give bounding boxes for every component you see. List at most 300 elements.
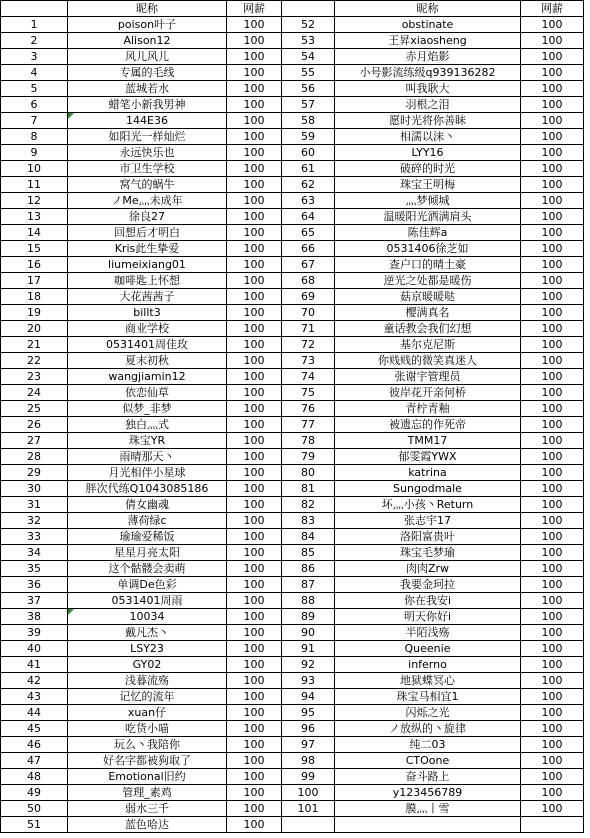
right-number-cell: 87 xyxy=(282,577,335,593)
table-row xyxy=(1,145,584,161)
left-salary-cell: 100 xyxy=(227,209,282,225)
right-number-cell: 90 xyxy=(282,625,335,641)
table-row xyxy=(1,577,584,593)
table-row xyxy=(1,641,584,657)
right-salary-cell: 100 xyxy=(521,513,584,529)
left-name-cell: 星星月亮太阳 xyxy=(68,545,227,561)
left-salary-cell: 100 xyxy=(227,289,282,305)
right-number-cell: 85 xyxy=(282,545,335,561)
header-salary-cell-right: 网薪 xyxy=(521,1,584,17)
right-number-cell: 100 xyxy=(282,785,335,801)
table-row xyxy=(1,321,584,337)
left-salary-cell: 100 xyxy=(227,241,282,257)
left-number-cell: 34 xyxy=(1,545,68,561)
left-salary-cell: 100 xyxy=(227,129,282,145)
right-salary-cell: 100 xyxy=(521,81,584,97)
left-number-cell: 14 xyxy=(1,225,68,241)
left-salary-cell: 100 xyxy=(227,657,282,673)
right-number-cell: 63 xyxy=(282,193,335,209)
left-name-cell: liumeixiang01 xyxy=(68,257,227,273)
left-salary-cell: 100 xyxy=(227,369,282,385)
table-row xyxy=(1,497,584,513)
header-salary-cell: 网薪 xyxy=(227,1,282,17)
right-salary-cell: 100 xyxy=(521,385,584,401)
right-salary-cell: 100 xyxy=(521,545,584,561)
right-name-cell: 彼岸花开亲何桥 xyxy=(335,385,521,401)
right-name-cell: 羽根之泪 xyxy=(335,97,521,113)
table-row xyxy=(1,17,584,33)
right-name-cell: 被遗忘的作死帝 xyxy=(335,417,521,433)
left-number-cell: 40 xyxy=(1,641,68,657)
left-salary-cell: 100 xyxy=(227,177,282,193)
left-number-cell: 21 xyxy=(1,337,68,353)
left-name-cell: 倩女幽魂 xyxy=(68,497,227,513)
right-number-cell: 56 xyxy=(282,81,335,97)
left-name-cell: 蓝城若水 xyxy=(68,81,227,97)
left-name-cell: 吃货小喵 xyxy=(68,721,227,737)
left-salary-cell: 100 xyxy=(227,513,282,529)
right-salary-cell: 100 xyxy=(521,641,584,657)
left-name-cell: 如阳光一样灿烂 xyxy=(68,129,227,145)
right-salary-cell: 100 xyxy=(521,497,584,513)
left-name-cell: 蜡笔小新我男神 xyxy=(68,97,227,113)
left-name-cell: 0531401周雨 xyxy=(68,593,227,609)
right-number-cell xyxy=(282,817,335,833)
right-number-cell: 82 xyxy=(282,497,335,513)
left-number-cell: 33 xyxy=(1,529,68,545)
left-name-cell: 月光相伴小星球 xyxy=(68,465,227,481)
right-name-cell: 赤月焰影 xyxy=(335,49,521,65)
right-number-cell: 58 xyxy=(282,113,335,129)
right-number-cell: 54 xyxy=(282,49,335,65)
right-name-cell: 明天你好i xyxy=(335,609,521,625)
table-row xyxy=(1,97,584,113)
header-name-cell-right: 昵称 xyxy=(335,1,521,17)
right-salary-cell: 100 xyxy=(521,417,584,433)
right-name-cell: 我要金珂拉 xyxy=(335,577,521,593)
table-row xyxy=(1,289,584,305)
left-salary-cell: 100 xyxy=(227,385,282,401)
right-name-cell: 愿时光将你善眛 xyxy=(335,113,521,129)
right-number-cell: 83 xyxy=(282,513,335,529)
right-salary-cell: 100 xyxy=(521,481,584,497)
left-number-cell: 13 xyxy=(1,209,68,225)
right-salary-cell: 100 xyxy=(521,241,584,257)
right-number-cell: 84 xyxy=(282,529,335,545)
header-number-cell-right xyxy=(282,1,335,17)
table-row xyxy=(1,785,584,801)
left-name-cell: 144E36 xyxy=(68,113,227,129)
right-number-cell: 78 xyxy=(282,433,335,449)
left-number-cell: 41 xyxy=(1,657,68,673)
left-name-cell: GY02 xyxy=(68,657,227,673)
left-number-cell: 15 xyxy=(1,241,68,257)
right-salary-cell: 100 xyxy=(521,337,584,353)
left-name-cell: 单调De色彩 xyxy=(68,577,227,593)
right-salary-cell: 100 xyxy=(521,785,584,801)
left-number-cell: 25 xyxy=(1,401,68,417)
right-number-cell: 86 xyxy=(282,561,335,577)
left-salary-cell: 100 xyxy=(227,225,282,241)
right-number-cell: 91 xyxy=(282,641,335,657)
left-number-cell: 45 xyxy=(1,721,68,737)
right-salary-cell: 100 xyxy=(521,609,584,625)
left-salary-cell: 100 xyxy=(227,449,282,465)
right-name-cell: 童话教会我们幻想 xyxy=(335,321,521,337)
right-salary-cell: 100 xyxy=(521,673,584,689)
left-name-cell: 这个骷髅会卖萌 xyxy=(68,561,227,577)
table-row xyxy=(1,401,584,417)
right-name-cell: 小号影流练级q939136282 xyxy=(335,65,521,81)
right-name-cell: Queenie xyxy=(335,641,521,657)
table-row xyxy=(1,257,584,273)
left-name-cell: 瑜瑜爱稀饭 xyxy=(68,529,227,545)
right-number-cell: 70 xyxy=(282,305,335,321)
left-name-cell: poison叶子 xyxy=(68,17,227,33)
left-name-cell: 记忆的流年 xyxy=(68,689,227,705)
table-row xyxy=(1,721,584,737)
left-name-cell: Alison12 xyxy=(68,33,227,49)
table-row xyxy=(1,353,584,369)
right-number-cell: 67 xyxy=(282,257,335,273)
right-number-cell: 80 xyxy=(282,465,335,481)
left-name-cell: 0531401周佳玫 xyxy=(68,337,227,353)
table-row xyxy=(1,369,584,385)
left-salary-cell: 100 xyxy=(227,577,282,593)
right-name-cell: 地狱蝶冥心 xyxy=(335,673,521,689)
right-salary-cell: 100 xyxy=(521,321,584,337)
table-row xyxy=(1,801,584,817)
right-name-cell: 坏灬小孩丶Return xyxy=(335,497,521,513)
right-number-cell: 68 xyxy=(282,273,335,289)
right-number-cell: 60 xyxy=(282,145,335,161)
left-number-cell: 31 xyxy=(1,497,68,513)
left-salary-cell: 100 xyxy=(227,433,282,449)
left-name-cell: 回想后才明白 xyxy=(68,225,227,241)
left-salary-cell: 100 xyxy=(227,673,282,689)
right-number-cell: 81 xyxy=(282,481,335,497)
left-name-cell: 雨晴那天丶 xyxy=(68,449,227,465)
right-number-cell: 94 xyxy=(282,689,335,705)
left-number-cell: 16 xyxy=(1,257,68,273)
right-name-cell xyxy=(335,817,521,833)
right-salary-cell: 100 xyxy=(521,433,584,449)
right-number-cell: 57 xyxy=(282,97,335,113)
left-name-cell: billt3 xyxy=(68,305,227,321)
left-salary-cell: 100 xyxy=(227,593,282,609)
left-salary-cell: 100 xyxy=(227,257,282,273)
left-number-cell: 30 xyxy=(1,481,68,497)
left-salary-cell: 100 xyxy=(227,113,282,129)
left-salary-cell: 100 xyxy=(227,641,282,657)
right-salary-cell: 100 xyxy=(521,577,584,593)
left-name-cell: 弱水三千 xyxy=(68,801,227,817)
table-row xyxy=(1,593,584,609)
left-number-cell: 4 xyxy=(1,65,68,81)
right-salary-cell: 100 xyxy=(521,353,584,369)
right-number-cell: 65 xyxy=(282,225,335,241)
left-name-cell: 咖啡匙上怀想 xyxy=(68,273,227,289)
right-name-cell: 青柠青釉 xyxy=(335,401,521,417)
right-number-cell: 55 xyxy=(282,65,335,81)
left-number-cell: 29 xyxy=(1,465,68,481)
right-salary-cell: 100 xyxy=(521,369,584,385)
right-name-cell: 膜灬丨雪 xyxy=(335,801,521,817)
table-row xyxy=(1,705,584,721)
left-salary-cell: 100 xyxy=(227,337,282,353)
header-number-cell xyxy=(1,1,68,17)
right-salary-cell: 100 xyxy=(521,177,584,193)
left-number-cell: 24 xyxy=(1,385,68,401)
left-number-cell: 19 xyxy=(1,305,68,321)
left-salary-cell: 100 xyxy=(227,97,282,113)
left-salary-cell: 100 xyxy=(227,81,282,97)
left-number-cell: 12 xyxy=(1,193,68,209)
right-number-cell: 61 xyxy=(282,161,335,177)
right-salary-cell: 100 xyxy=(521,449,584,465)
right-number-cell: 98 xyxy=(282,753,335,769)
left-salary-cell: 100 xyxy=(227,17,282,33)
table-row xyxy=(1,561,584,577)
right-salary-cell: 100 xyxy=(521,129,584,145)
table-row xyxy=(1,273,584,289)
left-number-cell: 27 xyxy=(1,433,68,449)
left-number-cell: 3 xyxy=(1,49,68,65)
left-name-cell: 大花茜茜子 xyxy=(68,289,227,305)
right-name-cell: 王昇xiaosheng xyxy=(335,33,521,49)
left-salary-cell: 100 xyxy=(227,49,282,65)
right-salary-cell: 100 xyxy=(521,561,584,577)
right-number-cell: 92 xyxy=(282,657,335,673)
right-number-cell: 62 xyxy=(282,177,335,193)
table-row xyxy=(1,417,584,433)
left-number-cell: 48 xyxy=(1,769,68,785)
right-salary-cell: 100 xyxy=(521,65,584,81)
right-name-cell: ノ放纵的丶旋律 xyxy=(335,721,521,737)
left-number-cell: 49 xyxy=(1,785,68,801)
left-number-cell: 46 xyxy=(1,737,68,753)
left-salary-cell: 100 xyxy=(227,481,282,497)
left-number-cell: 42 xyxy=(1,673,68,689)
table-row xyxy=(1,609,584,625)
left-name-cell: 徐良27 xyxy=(68,209,227,225)
table-row xyxy=(1,689,584,705)
right-salary-cell: 100 xyxy=(521,657,584,673)
left-number-cell: 51 xyxy=(1,817,68,833)
right-salary-cell: 100 xyxy=(521,257,584,273)
right-number-cell: 89 xyxy=(282,609,335,625)
right-name-cell: obstinate xyxy=(335,17,521,33)
left-number-cell: 17 xyxy=(1,273,68,289)
left-name-cell: 似梦_非梦 xyxy=(68,401,227,417)
left-salary-cell: 100 xyxy=(227,273,282,289)
left-name-cell: 独白灬式 xyxy=(68,417,227,433)
right-number-cell: 97 xyxy=(282,737,335,753)
right-name-cell: 张志宇17 xyxy=(335,513,521,529)
right-salary-cell: 100 xyxy=(521,145,584,161)
left-salary-cell: 100 xyxy=(227,721,282,737)
left-number-cell: 23 xyxy=(1,369,68,385)
table-row xyxy=(1,65,584,81)
right-name-cell: 珠宝毛梦瑜 xyxy=(335,545,521,561)
table-row xyxy=(1,657,584,673)
left-salary-cell: 100 xyxy=(227,161,282,177)
right-salary-cell: 100 xyxy=(521,49,584,65)
right-salary-cell: 100 xyxy=(521,17,584,33)
right-number-cell: 64 xyxy=(282,209,335,225)
right-number-cell: 69 xyxy=(282,289,335,305)
left-number-cell: 26 xyxy=(1,417,68,433)
right-name-cell: 奋斗路上 xyxy=(335,769,521,785)
left-number-cell: 18 xyxy=(1,289,68,305)
left-number-cell: 2 xyxy=(1,33,68,49)
table-row xyxy=(1,305,584,321)
right-name-cell: 相濡以沫丶 xyxy=(335,129,521,145)
left-name-cell: 蓝色哈达 xyxy=(68,817,227,833)
right-salary-cell: 100 xyxy=(521,161,584,177)
right-name-cell: 樱满真名 xyxy=(335,305,521,321)
right-name-cell: 珠宝王明梅 xyxy=(335,177,521,193)
left-salary-cell: 100 xyxy=(227,193,282,209)
left-salary-cell: 100 xyxy=(227,33,282,49)
left-salary-cell: 100 xyxy=(227,609,282,625)
left-salary-cell: 100 xyxy=(227,769,282,785)
left-name-cell: 10034 xyxy=(68,609,227,625)
right-name-cell: TMM17 xyxy=(335,433,521,449)
left-salary-cell: 100 xyxy=(227,321,282,337)
right-number-cell: 76 xyxy=(282,401,335,417)
table-row xyxy=(1,33,584,49)
left-name-cell: Kris此生挚爱 xyxy=(68,241,227,257)
right-number-cell: 77 xyxy=(282,417,335,433)
left-name-cell: Emotional旧约 xyxy=(68,769,227,785)
right-number-cell: 93 xyxy=(282,673,335,689)
right-name-cell: LYY16 xyxy=(335,145,521,161)
left-number-cell: 9 xyxy=(1,145,68,161)
right-number-cell: 71 xyxy=(282,321,335,337)
table-body xyxy=(1,1,584,833)
left-salary-cell: 100 xyxy=(227,465,282,481)
table-row xyxy=(1,161,584,177)
right-salary-cell: 100 xyxy=(521,593,584,609)
left-name-cell: 珠宝YR xyxy=(68,433,227,449)
right-name-cell: 菇京暖暖哒 xyxy=(335,289,521,305)
header-row xyxy=(1,1,584,17)
right-name-cell: 郁雯霞YWX xyxy=(335,449,521,465)
left-name-cell: 依恋仙草 xyxy=(68,385,227,401)
table-row xyxy=(1,513,584,529)
right-salary-cell: 100 xyxy=(521,689,584,705)
right-number-cell: 73 xyxy=(282,353,335,369)
left-salary-cell: 100 xyxy=(227,353,282,369)
left-name-cell: 好名字都被狗取了 xyxy=(68,753,227,769)
right-number-cell: 99 xyxy=(282,769,335,785)
right-name-cell: 纯二03 xyxy=(335,737,521,753)
right-number-cell: 66 xyxy=(282,241,335,257)
right-salary-cell: 100 xyxy=(521,737,584,753)
left-number-cell: 10 xyxy=(1,161,68,177)
left-salary-cell: 100 xyxy=(227,497,282,513)
left-number-cell: 28 xyxy=(1,449,68,465)
left-number-cell: 36 xyxy=(1,577,68,593)
left-name-cell: LSY23 xyxy=(68,641,227,657)
right-salary-cell: 100 xyxy=(521,625,584,641)
left-salary-cell: 100 xyxy=(227,529,282,545)
left-name-cell: wangjiamin12 xyxy=(68,369,227,385)
left-number-cell: 38 xyxy=(1,609,68,625)
right-name-cell: CTOone xyxy=(335,753,521,769)
table-row xyxy=(1,209,584,225)
left-name-cell: 专属的毛线 xyxy=(68,65,227,81)
header-name-cell: 昵称 xyxy=(68,1,227,17)
right-salary-cell: 100 xyxy=(521,33,584,49)
right-name-cell: 半陌浅殇 xyxy=(335,625,521,641)
left-number-cell: 7 xyxy=(1,113,68,129)
right-name-cell: katrina xyxy=(335,465,521,481)
table-row xyxy=(1,113,584,129)
right-salary-cell: 100 xyxy=(521,305,584,321)
left-salary-cell: 100 xyxy=(227,705,282,721)
right-salary-cell: 100 xyxy=(521,529,584,545)
left-name-cell: 风儿风儿 xyxy=(68,49,227,65)
table-row xyxy=(1,337,584,353)
right-salary-cell: 100 xyxy=(521,97,584,113)
right-name-cell: 闪烁之光 xyxy=(335,705,521,721)
left-name-cell: 夏末初秋 xyxy=(68,353,227,369)
right-number-cell: 52 xyxy=(282,17,335,33)
table-row xyxy=(1,625,584,641)
left-number-cell: 20 xyxy=(1,321,68,337)
right-salary-cell: 100 xyxy=(521,705,584,721)
right-salary-cell: 100 xyxy=(521,769,584,785)
table-row xyxy=(1,129,584,145)
left-number-cell: 44 xyxy=(1,705,68,721)
table-row xyxy=(1,529,584,545)
left-salary-cell: 100 xyxy=(227,737,282,753)
right-number-cell: 74 xyxy=(282,369,335,385)
left-salary-cell: 100 xyxy=(227,753,282,769)
table-row xyxy=(1,49,584,65)
right-salary-cell: 100 xyxy=(521,753,584,769)
right-name-cell: Sungodmale xyxy=(335,481,521,497)
right-name-cell: 陈佳辉a xyxy=(335,225,521,241)
left-number-cell: 43 xyxy=(1,689,68,705)
right-number-cell: 75 xyxy=(282,385,335,401)
right-number-cell: 79 xyxy=(282,449,335,465)
right-name-cell: 基尔克尼斯 xyxy=(335,337,521,353)
left-name-cell: 管理_素鸡 xyxy=(68,785,227,801)
table-row xyxy=(1,753,584,769)
right-name-cell: 温暖阳光洒满肩头 xyxy=(335,209,521,225)
left-name-cell: 市卫生学校 xyxy=(68,161,227,177)
left-number-cell: 37 xyxy=(1,593,68,609)
right-name-cell: inferno xyxy=(335,657,521,673)
left-number-cell: 1 xyxy=(1,17,68,33)
left-name-cell: 商业学校 xyxy=(68,321,227,337)
left-salary-cell: 100 xyxy=(227,417,282,433)
left-number-cell: 50 xyxy=(1,801,68,817)
right-salary-cell: 100 xyxy=(521,801,584,817)
right-name-cell: 洛阳富贵叶 xyxy=(335,529,521,545)
right-salary-cell: 100 xyxy=(521,273,584,289)
right-name-cell: 查户口的晴土豪 xyxy=(335,257,521,273)
right-salary-cell: 100 xyxy=(521,193,584,209)
table-row xyxy=(1,769,584,785)
left-salary-cell: 100 xyxy=(227,801,282,817)
left-name-cell: 玩么丶我陪你 xyxy=(68,737,227,753)
table-row xyxy=(1,385,584,401)
right-name-cell: 0531406徐芝如 xyxy=(335,241,521,257)
